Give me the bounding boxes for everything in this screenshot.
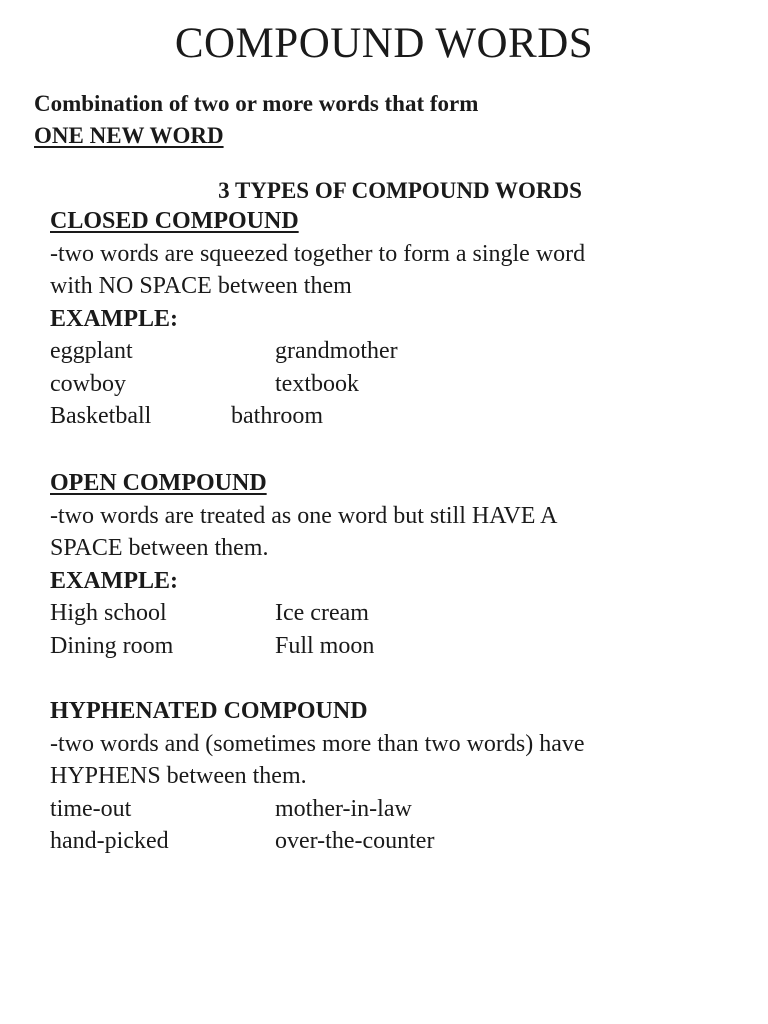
example-word: High school — [50, 600, 167, 626]
closed-example-label: EXAMPLE: — [50, 305, 178, 332]
example-word: Full moon — [275, 632, 375, 659]
example-row — [50, 630, 750, 663]
hyphenated-compound-section — [50, 695, 750, 858]
example-word: mother-in-law — [275, 795, 412, 822]
open-compound-desc-line-2: SPACE between them. — [50, 535, 269, 561]
example-word: Ice cream — [275, 600, 369, 626]
open-compound-section — [50, 467, 750, 662]
closed-compound-desc-line-2: with NO SPACE between them — [50, 273, 352, 299]
open-example-label: EXAMPLE: — [50, 567, 178, 594]
example-word: over-the-counter — [275, 828, 435, 854]
example-word: cowboy — [50, 370, 126, 397]
hyphenated-compound-desc-line-1: -two words and (sometimes more than two words) have — [50, 730, 585, 757]
example-word: grandmother — [275, 338, 398, 364]
example-row — [50, 825, 750, 858]
example-word: time-out — [50, 795, 132, 822]
example-row — [50, 368, 750, 401]
closed-compound-desc-line-1: -two words are squeezed together to form a single word — [50, 240, 586, 267]
example-word: hand-picked — [50, 828, 169, 854]
example-word: Dining room — [50, 632, 174, 659]
example-word: eggplant — [50, 338, 133, 364]
example-word: Basketball — [50, 403, 152, 429]
hyphenated-compound-desc-line-2: HYPHENS between them. — [50, 763, 307, 789]
example-row — [50, 400, 750, 433]
example-row — [50, 335, 750, 368]
intro-line-2: ONE NEW WORD — [34, 123, 224, 148]
example-row — [50, 597, 750, 630]
example-word: bathroom — [231, 403, 323, 429]
open-compound-desc-line-1: -two words are treated as one word but still HAVE A — [50, 502, 558, 529]
closed-compound-title: CLOSED COMPOUND — [50, 208, 299, 234]
open-compound-title: OPEN COMPOUND — [50, 470, 267, 496]
intro-line-1: Combination of two or more words that form — [34, 91, 479, 116]
page-title: COMPOUND WORDS — [174, 20, 594, 67]
closed-compound-section — [50, 205, 750, 433]
example-row — [50, 793, 750, 826]
intro-definition — [34, 88, 744, 152]
types-heading: 3 TYPES OF COMPOUND WORDS — [218, 178, 582, 203]
example-word: textbook — [275, 370, 359, 397]
hyphenated-compound-title: HYPHENATED COMPOUND — [50, 698, 368, 724]
